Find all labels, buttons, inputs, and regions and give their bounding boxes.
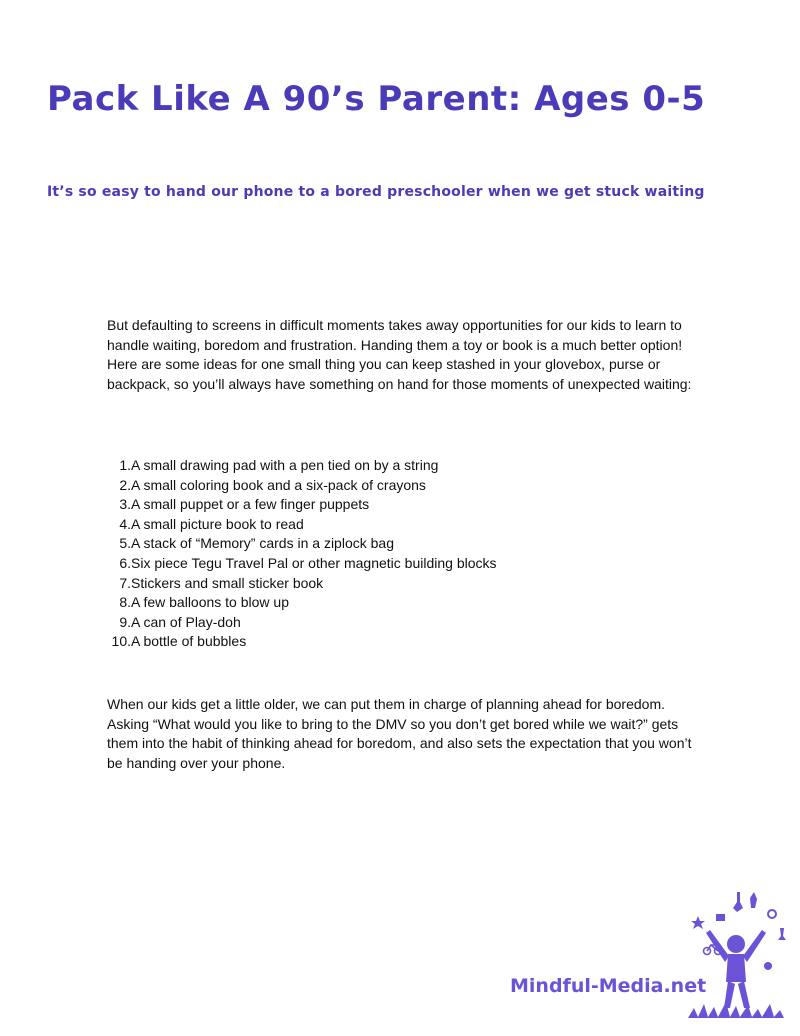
list-item-number: 7. bbox=[119, 574, 131, 591]
list-item-text: A can of Play-doh bbox=[131, 613, 241, 630]
book-icon bbox=[716, 914, 725, 921]
list-item-text: Stickers and small sticker book bbox=[131, 574, 324, 591]
ball-icon bbox=[768, 910, 776, 918]
guitar-icon bbox=[733, 892, 743, 912]
list-item-number: 6. bbox=[119, 554, 131, 571]
list-item-number: 3. bbox=[119, 496, 131, 513]
list-item-number: 8. bbox=[119, 594, 131, 611]
intro-paragraph: But defaulting to screens in difficult moments takes away opportunities for our kids to learn to handle waiting, boredom and frustration. Handing them a toy or book is a much better option! Here are some ideas for one small thing you can keep stashed in your glovebox, purse or backpack, so you’ll always have something on hand for those moments of unexpected waiting: bbox=[107, 317, 692, 392]
list-item-text: A small drawing pad with a pen tied on by a string bbox=[131, 457, 439, 473]
list-item bbox=[107, 515, 697, 535]
list-item-text: Six piece Tegu Travel Pal or other magnetic building blocks bbox=[131, 554, 497, 571]
list-item-text: A small picture book to read bbox=[131, 515, 304, 532]
grass-icon bbox=[688, 1002, 784, 1018]
list-item-number: 1. bbox=[119, 457, 131, 473]
list-item bbox=[107, 495, 697, 515]
list-item bbox=[107, 632, 697, 652]
marble-icon bbox=[764, 962, 772, 970]
list-item bbox=[107, 534, 697, 554]
list-item-text: A stack of “Memory” cards in a ziplock bag bbox=[131, 535, 394, 552]
outro-paragraph: When our kids get a little older, we can put them in charge of planning ahead for boredom. Asking “What would you like to bring to the DMV so you don’t get bored while we wait?” gets them into the habit of thinking ahead for boredom, and also sets the expectation that you won’t be handing over your phone. bbox=[107, 696, 692, 771]
list-item bbox=[107, 554, 697, 574]
child-juggling-toys-icon bbox=[680, 886, 795, 1022]
ideas-list bbox=[107, 456, 697, 652]
list-item bbox=[107, 613, 697, 633]
list-item bbox=[107, 456, 697, 476]
page-subtitle: It’s so easy to hand our phone to a bored preschooler when we get stuck waiting bbox=[47, 184, 705, 200]
rocket-icon bbox=[750, 892, 757, 908]
list-item bbox=[107, 476, 697, 496]
list-item-text: A bottle of bubbles bbox=[131, 633, 247, 650]
list-item-number: 5. bbox=[119, 535, 131, 552]
list-item bbox=[107, 593, 697, 613]
list-item-text: A small coloring book and a six-pack of crayons bbox=[131, 476, 426, 493]
list-item-number: 4. bbox=[119, 515, 131, 532]
child-body-icon bbox=[726, 954, 746, 982]
list-item-text: A few balloons to blow up bbox=[131, 594, 289, 611]
list-item-number: 9. bbox=[119, 613, 131, 630]
page-title: Pack Like A 90’s Parent: Ages 0-5 bbox=[47, 79, 706, 119]
list-item-text: A small puppet or a few finger puppets bbox=[131, 496, 370, 513]
list-item-number: 2. bbox=[119, 476, 131, 493]
chess-piece-icon bbox=[778, 928, 786, 940]
brand-wordmark: Mindful-Media.net bbox=[510, 975, 707, 997]
child-head-icon bbox=[727, 935, 745, 953]
list-item bbox=[107, 574, 697, 594]
star-icon bbox=[691, 916, 705, 929]
list-item-number: 10. bbox=[111, 633, 131, 650]
